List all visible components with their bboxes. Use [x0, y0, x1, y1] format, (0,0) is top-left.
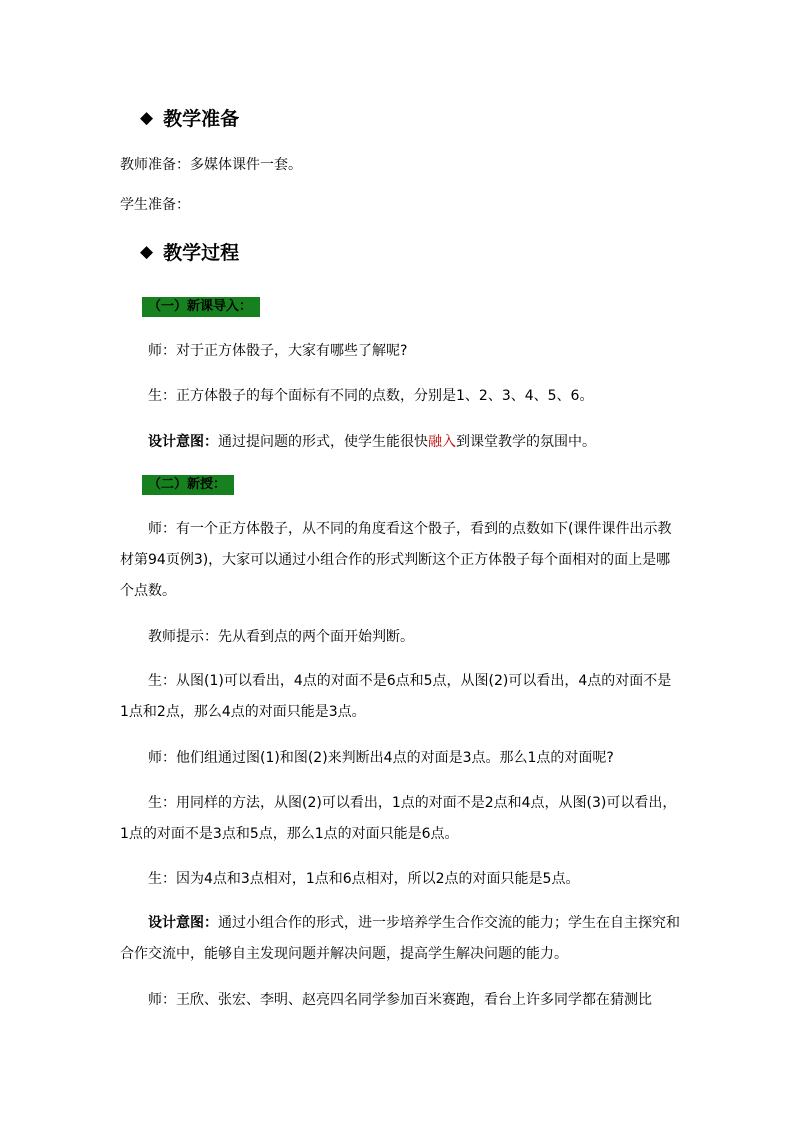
section-title: 教学准备	[163, 108, 240, 130]
new-design-intent	[120, 908, 680, 970]
section-title: 教学过程	[163, 242, 240, 264]
section-heading-prep	[140, 104, 239, 131]
section-heading-process	[140, 238, 239, 265]
teacher-race-question: 师：王欣、张宏、李明、赵亮四名同学参加百米赛跑，看台上许多同学都在猜测比	[148, 992, 652, 1008]
diamond-bullet-icon: ◆	[140, 241, 154, 262]
student-reasoning-2: 生：用同样的方法，从图(2)可以看出，1点的对面不是2点和4点，从图(3)可以看出，1点的对面不是3点和5点，那么1点的对面只能是6点。	[120, 795, 677, 842]
design-intent-text: 通过提问题的形式，使学生能很快	[218, 434, 428, 450]
student-prep: 学生准备：	[120, 197, 190, 213]
teacher-hint: 教师提示：先从看到点的两个面开始判断。	[148, 629, 414, 645]
new-teacher-prompt: 师：有一个正方体骰子，从不同的角度看这个骰子，看到的点数如下(课件课件出示教材第94页例3)，大家可以通过小组合作的形式判断这个正方体骰子每个面相对的面上是哪个点数。	[120, 521, 672, 599]
design-intent-label: 设计意图：	[148, 915, 218, 931]
diamond-bullet-icon: ◆	[140, 107, 154, 128]
design-intent-text: 通过小组合作的形式，进一步培养学生合作交流的能力；学生在自主探究和合作交流中，能够自主发现问题并解决问题，提高学生解决问题的能力。	[120, 915, 680, 962]
student-reasoning-1: 生：从图(1)可以看出，4点的对面不是6点和5点，从图(2)可以看出，4点的对面不是1点和2点，那么4点的对面只能是3点。	[120, 673, 672, 720]
student-reasoning-3: 生：因为4点和3点相对，1点和6点相对，所以2点的对面只能是5点。	[148, 871, 580, 887]
intro-teacher-question: 师：对于正方体骰子，大家有哪些了解呢?	[148, 343, 408, 359]
design-intent-text-end: 到课堂教学的氛围中。	[456, 434, 596, 450]
subsection-bar-intro: （一）新课导入：	[142, 297, 260, 317]
intro-student-answer: 生：正方体骰子的每个面标有不同的点数，分别是1、2、3、4、5、6。	[148, 388, 594, 404]
design-intent-highlight: 融入	[428, 434, 456, 450]
design-intent-label: 设计意图：	[148, 434, 218, 450]
intro-design-intent	[120, 427, 680, 458]
teacher-question-2: 师：他们组通过图(1)和图(2)来判断出4点的对面是3点。那么1点的对面呢?	[148, 750, 614, 766]
teacher-prep: 教师准备：多媒体课件一套。	[120, 157, 302, 173]
subsection-bar-new: （二）新授：	[142, 475, 234, 495]
